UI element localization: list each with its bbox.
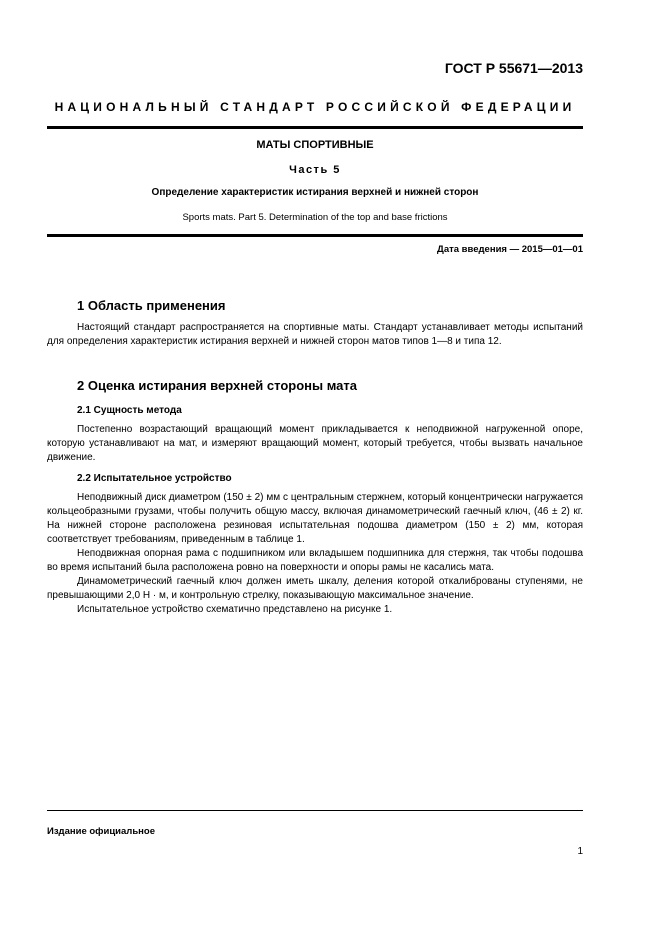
title-english: Sports mats. Part 5. Determination of the top and base frictions: [182, 212, 448, 223]
section-1-paragraph: Настоящий стандарт распространяется на спортивные маты. Стандарт устанавливает методы испытаний для определения характеристик истирания верхней и нижней сторон матов типов 1—8 и типа 12.: [47, 322, 583, 347]
section-2-2-paragraph-4: Испытательное устройство схематично представлено на рисунке 1.: [77, 604, 393, 615]
footer-rule: [47, 810, 583, 811]
section-2-2-paragraph-1: Неподвижный диск диаметром (150 ± 2) мм с центральным стержнем, который концентрически нагружается кольцеобразными грузами, чтобы получить общую массу, включая динамометрический гаечный ключ, (46 ± 2) кг. На нижней стороне расположена резиновая испытательная подошва диаметром (150 ± 2) мм, которая соответствует требованиям, приведенным в таблице 1.: [47, 492, 583, 545]
title-bottom-rule: [47, 234, 583, 237]
title-main: МАТЫ СПОРТИВНЫЕ: [256, 139, 374, 151]
section-2-heading: 2 Оценка истирания верхней стороны мата: [77, 378, 357, 393]
national-standard-banner: НАЦИОНАЛЬНЫЙ СТАНДАРТ РОССИЙСКОЙ ФЕДЕРАЦИИ: [54, 100, 576, 114]
section-1-heading: 1 Область применения: [77, 298, 226, 313]
section-2-2-paragraph-3: Динамометрический гаечный ключ должен иметь шкалу, деления которой откалиброваны ступенями, не превышающими 2,0 Н · м, и контрольную стрелку, показывающую максимальное значение.: [47, 576, 583, 601]
section-2-1-paragraph: Постепенно возрастающий вращающий момент прикладывается к неподвижной нагруженной опоре, которую устанавливают на мат, и измеряют вращающий момент, который требуется, чтобы вызвать начальное движение.: [47, 424, 583, 463]
page-number: 1: [577, 846, 583, 857]
title-part: Часть 5: [289, 164, 341, 176]
title-subtitle: Определение характеристик истирания верхней и нижней сторон: [151, 187, 479, 198]
document-number: ГОСТ Р 55671—2013: [444, 60, 583, 76]
section-2-1-heading: 2.1 Сущность метода: [77, 405, 182, 416]
introduction-date: Дата введения — 2015—01—01: [437, 244, 583, 255]
top-rule: [47, 126, 583, 129]
section-2-2-paragraph-2: Неподвижная опорная рама с подшипником или вкладышем подшипника для стержня, так чтобы подошва во время испытаний была расположена ровно на поверхности и опоры рамы не касались мата.: [47, 548, 583, 573]
official-edition-label: Издание официальное: [47, 826, 155, 837]
section-2-2-heading: 2.2 Испытательное устройство: [77, 473, 232, 484]
